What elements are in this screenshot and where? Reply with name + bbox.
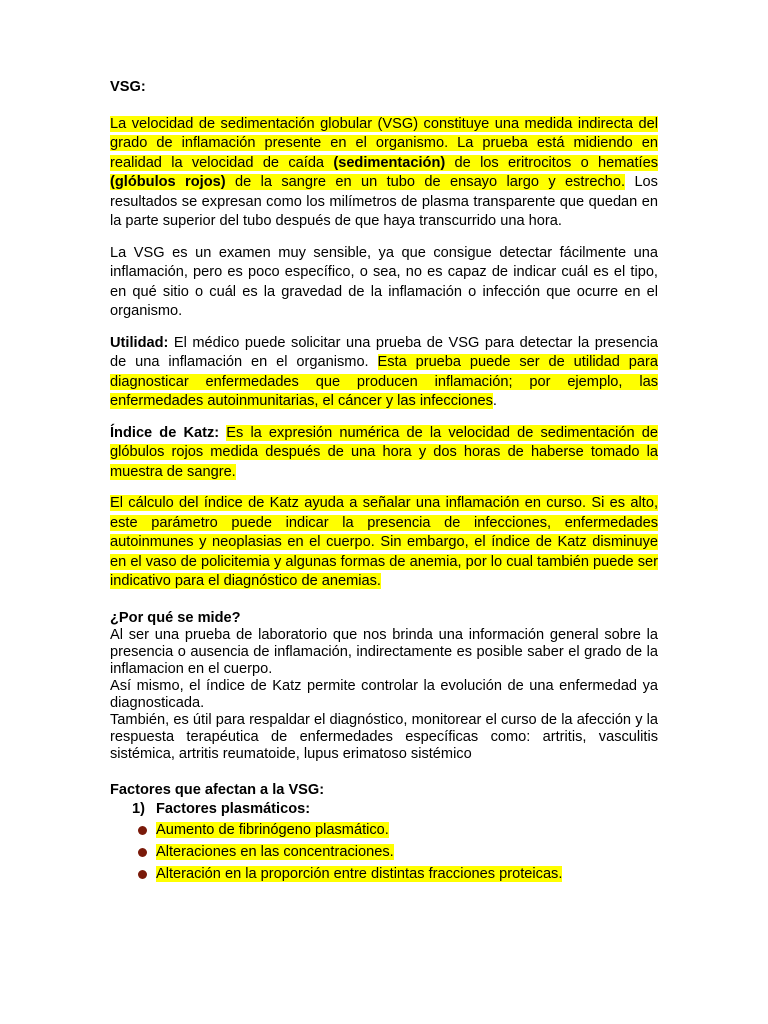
list-item — [110, 841, 658, 863]
why-line-1: Al ser una prueba de laboratorio que nos brinda una información general sobre la presencia o ausencia de inflamación, indirectamente es posible saber el grado de la inflamacion en el cuerpo. — [110, 626, 658, 677]
highlight-text: Es la expresión numérica de la velocidad de sedimentación de glóbulos rojos medida después de una hora y dos horas de haberse tomado la muestra de sangre. — [110, 424, 658, 480]
why-line-3: También, es útil para respaldar el diagnóstico, monitorear el curso de la afección y la respuesta terapéutica de enfermedades específicas como: artritis, vasculitis sistémica, artritis reumatoide, lupus erimatoso sistémico — [110, 711, 658, 762]
highlight-bold-text: (glóbulos rojos) — [110, 174, 226, 190]
highlight-text: de los eritrocitos o hematíes — [445, 154, 658, 171]
factores-subheading: Factores plasmáticos: — [156, 800, 311, 817]
list-item — [110, 819, 658, 841]
highlight-text: El cálculo del índice de Katz ayuda a señalar una inflamación en curso. Si es alto, este parámetro puede indicar la presencia de infecciones, enfermedades autoinmunes y neoplasias en el cuerpo. Sin embargo, el índice de Katz disminuye en el vaso de policitemia y algunas formas de anemia, por lo cual también puede ser indicativo para el diagnóstico de anemias. — [110, 495, 658, 589]
paragraph-sensitivity: La VSG es un examen muy sensible, ya que consigue detectar fácilmente una inflamación, pero es poco específico, o sea, no es capaz de indicar cuál es el tipo, en qué sitio o cuál es la gravedad de la inflamación o infección que ocurre en el organismo. — [110, 244, 658, 319]
why-heading: ¿Por qué se mide? — [110, 609, 241, 626]
paragraph-katz-calc — [110, 494, 658, 592]
list-item — [110, 863, 658, 885]
highlight-text: de la sangre en un tubo de ensayo largo y estrecho. — [225, 174, 626, 190]
doc-title: VSG: — [110, 79, 146, 95]
factores-list — [110, 819, 658, 885]
highlight-text: Esta prueba puede ser de utilidad para diagnosticar enfermedades que producen inflamación; por ejemplo, las enfermedades autoinmunitarias, el cáncer y las infecciones — [110, 354, 658, 409]
bullet-icon — [138, 826, 147, 835]
highlight-text: Alteraciones en las concentraciones. — [156, 843, 394, 860]
paragraph-utilidad — [110, 334, 658, 412]
paragraph-katz — [110, 424, 658, 483]
utilidad-label: Utilidad: — [110, 334, 169, 351]
highlight-bold-text: (sedimentación) — [333, 154, 446, 171]
plain-text: El médico puede solicitar una prueba de VSG para detectar la presencia de una inflamación en el organismo. — [110, 334, 658, 370]
highlight-text: La velocidad de sedimentación globular (VSG) constituye una medida indirecta del grado de inflamación presente en el organismo. La prueba está midiendo en realidad la velocidad de caída — [110, 115, 658, 171]
highlight-text: Alteración en la proporción entre distintas fracciones proteicas. — [156, 865, 563, 882]
katz-label: Índice de Katz: — [110, 424, 220, 441]
plain-text: . — [492, 393, 497, 409]
bullet-icon — [138, 848, 147, 857]
paragraph-definition — [110, 115, 658, 232]
plain-text: Los resultados se expresan como los milímetros de plasma transparente que quedan en la parte superior del tubo después de que haya transcurrido una hora. — [110, 174, 658, 229]
why-line-2: Así mismo, el índice de Katz permite controlar la evolución de una enfermedad ya diagnosticada. — [110, 677, 658, 711]
numbered-item — [110, 800, 658, 819]
highlight-text: Aumento de fibrinógeno plasmático. — [156, 821, 389, 838]
item-number: 1) — [132, 800, 145, 817]
document-body — [110, 78, 658, 885]
factores-heading: Factores que afectan a la VSG: — [110, 781, 325, 798]
bullet-icon — [138, 870, 147, 879]
